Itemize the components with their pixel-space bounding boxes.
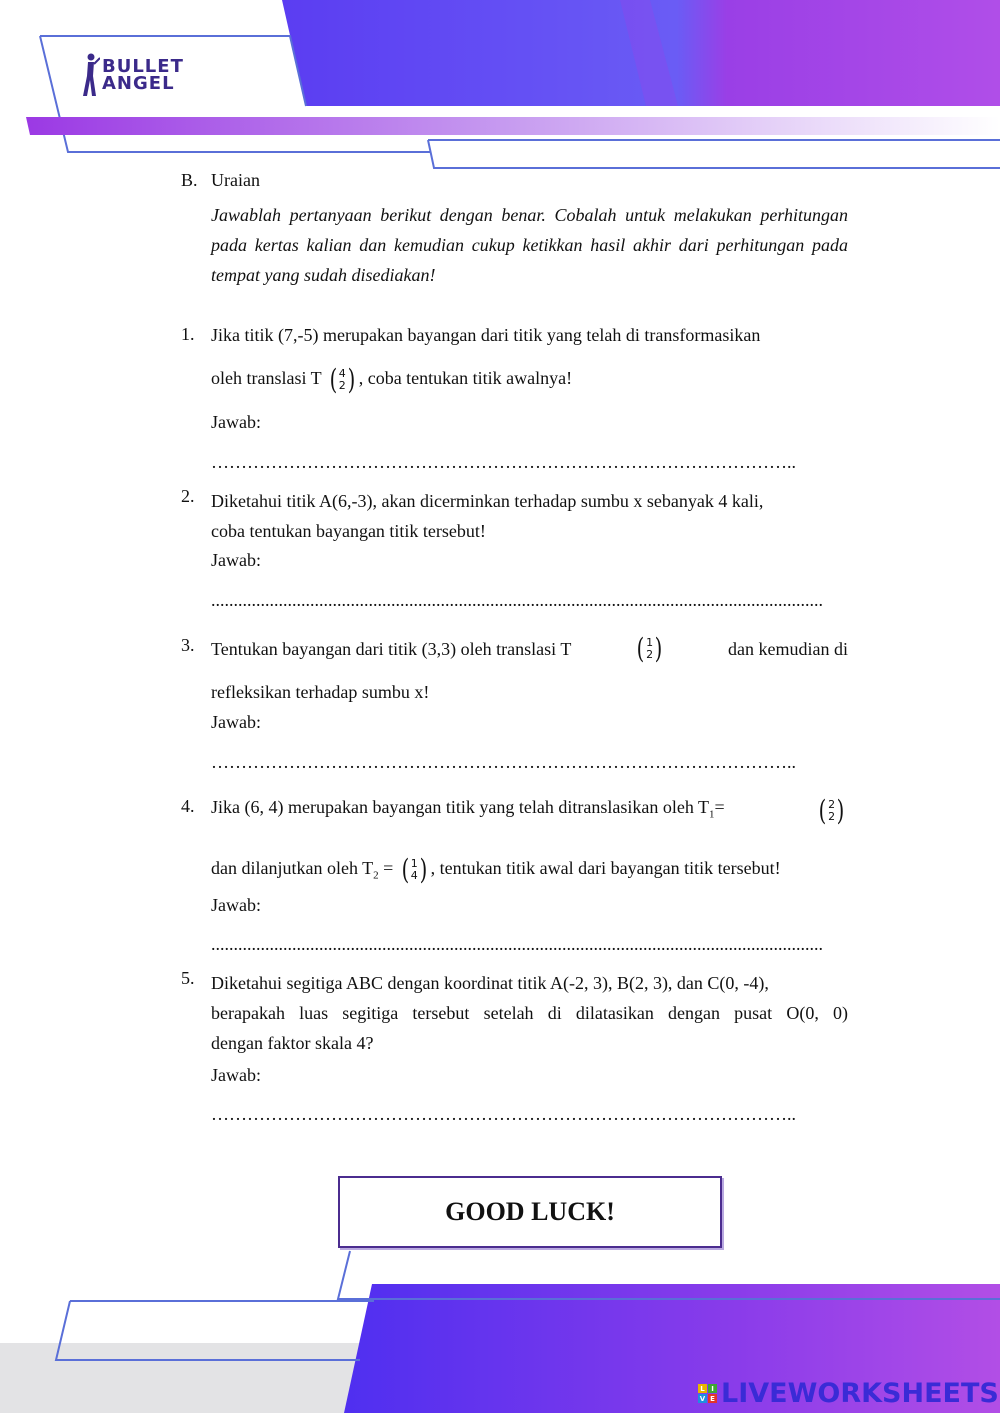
question-text-line: refleksikan terhadap sumbu x! [211,682,430,702]
section-title: Uraian [211,170,260,190]
answer-label: Jawab: [211,550,261,570]
answer-field[interactable]: …………………………………………………………………………………….. [211,452,796,472]
translation-vector: ( 4 2 ) [329,363,356,396]
vector-bottom: 4 [410,868,418,882]
question-text-line: berapakah luas segitiga tersebut setelah di dilatasikan dengan pusat O(0, 0) [211,1003,848,1023]
liveworksheets-wordmark: LIVEWORKSHEETS [721,1378,999,1409]
top-accent-bar [26,117,1000,135]
question-text-line: Jika (6, 4) merupakan bayangan titik yang telah ditranslasikan oleh T [211,797,710,817]
brand-logo [80,52,184,98]
question-number: 4. [181,796,195,816]
question-text-line: , tentukan titik awal dari bayangan titik tersebut! [430,857,781,878]
vector-bottom: 2 [338,379,346,392]
question-text-line: Tentukan bayangan dari titik (3,3) oleh translasi T [211,639,572,659]
vector-top: 1 [410,856,418,870]
vector-top: 1 [646,636,654,649]
translation-vector-t2: ( 1 4 ) [401,852,428,886]
answer-label: Jawab: [211,1065,261,1085]
subscript: 1 [709,808,715,821]
question-text-line: oleh translasi T [211,368,326,389]
question-4 [181,793,848,886]
answer-label: Jawab: [211,712,261,732]
brand-line-2: ANGEL [102,73,175,94]
answer-field[interactable]: …………………………………………………………………………………….. [211,1104,796,1124]
question-text-line: Jika titik (7,-5) merupakan bayangan dari titik yang telah di transformasikan [211,325,761,345]
equals-sign: = [714,797,725,817]
good-luck-box [338,1176,722,1248]
answer-label: Jawab: [211,412,261,432]
vector-top: 4 [338,367,346,380]
question-number: 2. [181,486,195,506]
question-2 [181,486,848,546]
good-luck-text: GOOD LUCK! [445,1197,615,1226]
liveworksheets-icon: L I V E [698,1384,717,1403]
question-number: 1. [181,324,195,344]
question-text-line: dan dilanjutkan oleh T [211,857,374,878]
liveworksheets-logo [698,1378,999,1409]
translation-vector-t1: ( 2 2 ) [818,793,845,827]
question-text-line: coba tentukan bayangan titik tersebut! [211,521,486,541]
vector-top: 2 [828,797,836,811]
question-5 [181,968,848,1058]
equals-sign: = [378,857,398,878]
question-text-line: dengan faktor skala 4? [211,1033,374,1053]
question-1 [181,324,848,394]
vector-bottom: 2 [828,809,836,823]
subscript: 2 [373,869,379,882]
question-3 [181,632,848,703]
translation-vector: ( 1 2 ) [636,632,663,665]
vector-bottom: 2 [646,648,654,661]
question-text-line: Diketahui segitiga ABC dengan koordinat titik A(-2, 3), B(2, 3), dan C(0, -4), [211,973,769,993]
answer-label: Jawab: [211,895,261,915]
question-number: 3. [181,635,195,655]
answer-field[interactable]: …………………………………………………………………………………….. [211,752,796,772]
answer-field[interactable]: ........................................................................................................................................ [211,590,823,610]
brand-line-1: BULLET [102,56,184,77]
question-text-line: Diketahui titik A(6,-3), akan dicerminkan terhadap sumbu x sebanyak 4 kali, [211,491,764,511]
answer-field[interactable]: ........................................................................................................................................ [211,934,823,954]
section-instructions: Jawablah pertanyaan berikut dengan benar. Cobalah untuk melakukan perhitungan pada kertas kalian dan kemudian cukup ketikkan hasil akhir dari perhitungan pada tempat yang sudah disediakan! [211,205,848,285]
question-number: 5. [181,968,195,988]
section-letter: B. [181,170,198,190]
angel-figure-icon [80,52,100,98]
question-text-line: dan kemudian di [728,639,848,659]
question-text-line: , coba tentukan titik awalnya! [358,368,573,389]
